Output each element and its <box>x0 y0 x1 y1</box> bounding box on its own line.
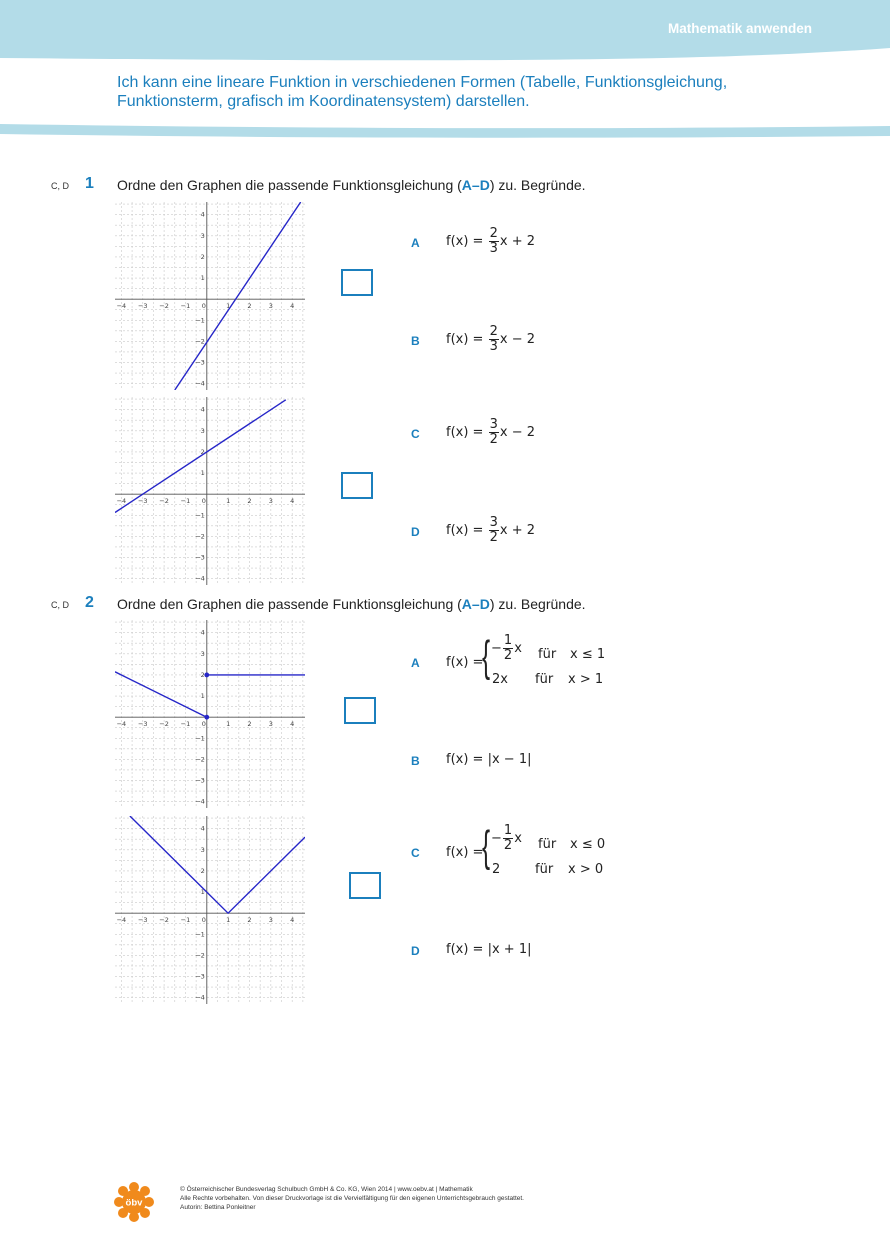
task2-option-a-lhs: f(x) = <box>446 655 484 670</box>
task2-text: Ordne den Graphen die passende Funktionsgleichung (A–D) zu. Begründe. <box>117 596 586 612</box>
y-tick-label: −2 <box>195 337 205 346</box>
y-tick-label: −4 <box>195 379 205 388</box>
y-tick-label: −4 <box>195 993 205 1002</box>
x-tick-label: −1 <box>180 497 191 506</box>
task2-number: 2 <box>85 594 94 611</box>
task1-tag: C, D <box>51 181 69 191</box>
x-tick-label: 3 <box>268 497 273 506</box>
x-tick-label: 0 <box>201 302 206 311</box>
task2-option-c-row1-word: für <box>538 837 557 852</box>
y-tick-label: 4 <box>200 405 205 414</box>
graph-1 <box>115 202 305 390</box>
task2-option-a-row1-cond: x ≤ 1 <box>570 647 606 662</box>
task1-number: 1 <box>85 175 94 192</box>
y-tick-label: 2 <box>200 252 205 261</box>
learning-goal: Ich kann eine lineare Funktion in verschiedenen Formen (Tabelle, Funktionsgleichung, Funktionsterm, grafisch im Koordinatensystem) darstellen. <box>117 74 728 110</box>
logo-text: öbv <box>125 1197 143 1209</box>
task1-option-d-letter: D <box>411 525 420 539</box>
y-tick-label: 3 <box>200 231 205 240</box>
graph-1-line <box>175 202 301 390</box>
footer-line-1: © Österreichischer Bundesverlag Schulbuch GmbH & Co. KG, Wien 2014 | www.oebv.at | Mathematik <box>180 1186 473 1193</box>
y-tick-label: 4 <box>200 628 205 637</box>
task2-option-a-row1: − $\frac{1}{2}$ x <box>491 633 522 663</box>
x-tick-label: 4 <box>290 497 295 506</box>
y-tick-label: −4 <box>195 797 205 806</box>
task2-option-d-equation: f(x) = |x + 1| <box>446 942 532 957</box>
footer <box>180 1185 524 1212</box>
x-tick-label: −3 <box>137 302 148 311</box>
graph-3 <box>115 620 305 808</box>
task1-option-d-equation: f(x) = $\frac{3}{2}$ x + 2 <box>446 515 535 545</box>
y-tick-label: −3 <box>195 553 205 562</box>
graph-2-line <box>115 400 286 513</box>
task1-option-a-letter: A <box>411 236 420 250</box>
x-tick-label: 0 <box>201 497 206 506</box>
x-tick-label: 0 <box>201 916 206 925</box>
x-tick-label: −1 <box>180 720 191 729</box>
task2-option-a-row2: 2x <box>492 672 508 687</box>
brace-icon: { <box>482 632 491 681</box>
task2-option-c-row2-cond: x > 0 <box>568 862 604 877</box>
x-tick-label: 1 <box>226 916 231 925</box>
x-tick-label: 1 <box>226 497 231 506</box>
y-tick-label: 1 <box>200 888 205 897</box>
y-tick-label: −2 <box>195 951 205 960</box>
footer-line-2: Alle Rechte vorbehalten. Von dieser Druckvorlage ist die Vervielfältigung für den eigenen Unterrichtsgebrauch gestattet. <box>180 1195 524 1202</box>
x-tick-label: −2 <box>159 302 169 311</box>
x-tick-label: 1 <box>226 720 231 729</box>
graph-point <box>204 715 209 720</box>
answer-box-graph-1[interactable] <box>341 269 373 296</box>
y-tick-label: 2 <box>200 447 205 456</box>
y-tick-label: 1 <box>200 692 205 701</box>
y-tick-label: 3 <box>200 426 205 435</box>
task2-option-c-row1-cond: x ≤ 0 <box>570 837 606 852</box>
graph-4 <box>115 816 305 1004</box>
answer-box-graph-3[interactable] <box>344 697 376 724</box>
x-tick-label: −3 <box>137 720 148 729</box>
task2-option-b-equation: f(x) = |x − 1| <box>446 752 532 767</box>
task1-text: Ordne den Graphen die passende Funktionsgleichung (A–D) zu. Begründe. <box>117 177 586 193</box>
task1-option-c-equation: f(x) = $\frac{3}{2}$ x − 2 <box>446 417 535 447</box>
task2-option-a-row2-cond: x > 1 <box>568 672 604 687</box>
x-tick-label: 3 <box>268 720 273 729</box>
x-tick-label: 2 <box>247 497 252 506</box>
y-tick-label: 4 <box>200 210 205 219</box>
y-tick-label: −1 <box>195 734 205 743</box>
task2-option-a-row1-word: für <box>538 647 557 662</box>
task2-option-c-row2: 2 <box>492 862 501 877</box>
task2-option-a-row2-word: für <box>535 672 554 687</box>
y-tick-label: 3 <box>200 845 205 854</box>
x-tick-label: 4 <box>290 720 295 729</box>
footer-line-3: Autorin: Bettina Ponleitner <box>180 1204 256 1211</box>
task1-option-a-equation: f(x) = $\frac{2}{3}$ x + 2 <box>446 226 535 256</box>
x-tick-label: 3 <box>268 302 273 311</box>
x-tick-label: −4 <box>116 302 127 311</box>
x-tick-label: 4 <box>290 302 295 311</box>
y-tick-label: 4 <box>200 824 205 833</box>
task2-option-c-row2-word: für <box>535 862 554 877</box>
task2-option-d-letter: D <box>411 944 420 958</box>
answer-box-graph-4[interactable] <box>349 872 381 899</box>
x-tick-label: −4 <box>116 916 127 925</box>
x-tick-label: −2 <box>159 916 169 925</box>
x-tick-label: 4 <box>290 916 295 925</box>
x-tick-label: −2 <box>159 720 169 729</box>
y-tick-label: −1 <box>195 511 205 520</box>
x-tick-label: −1 <box>180 916 191 925</box>
y-tick-label: −3 <box>195 776 205 785</box>
task2-option-a-letter: A <box>411 656 420 670</box>
graph-point <box>204 673 209 678</box>
y-tick-label: −2 <box>195 532 205 541</box>
x-tick-label: −4 <box>116 497 127 506</box>
task1-option-b-equation: f(x) = $\frac{2}{3}$ x − 2 <box>446 324 535 354</box>
task2-option-c-letter: C <box>411 846 420 860</box>
y-tick-label: 1 <box>200 469 205 478</box>
header-title: Mathematik anwenden <box>667 21 812 36</box>
y-tick-label: 3 <box>200 649 205 658</box>
x-tick-label: −1 <box>180 302 191 311</box>
graph-3-left-line <box>115 672 207 717</box>
y-tick-label: −4 <box>195 574 205 583</box>
x-tick-label: 1 <box>226 302 231 311</box>
brace-icon: { <box>482 822 491 871</box>
answer-box-graph-2[interactable] <box>341 472 373 499</box>
x-tick-label: −3 <box>137 916 148 925</box>
y-tick-label: 1 <box>200 274 205 283</box>
y-tick-label: −3 <box>195 358 205 367</box>
x-tick-label: 0 <box>201 720 206 729</box>
y-tick-label: −2 <box>195 755 205 764</box>
task2-option-b-letter: B <box>411 754 420 768</box>
y-tick-label: 2 <box>200 670 205 679</box>
y-tick-label: −3 <box>195 972 205 981</box>
task2-option-c-row1: − $\frac{1}{2}$ x <box>491 823 522 853</box>
y-tick-label: −1 <box>195 316 205 325</box>
x-tick-label: 2 <box>247 720 252 729</box>
x-tick-label: −4 <box>116 720 127 729</box>
x-tick-label: −2 <box>159 497 169 506</box>
x-tick-label: 3 <box>268 916 273 925</box>
x-tick-label: −3 <box>137 497 148 506</box>
task1-option-b-letter: B <box>411 334 420 348</box>
task2-option-c-lhs: f(x) = <box>446 845 484 860</box>
x-tick-label: 2 <box>247 302 252 311</box>
y-tick-label: 2 <box>200 866 205 875</box>
graph-2 <box>115 397 305 585</box>
x-tick-label: 2 <box>247 916 252 925</box>
task1-option-c-letter: C <box>411 427 420 441</box>
oebv-logo <box>114 1182 154 1222</box>
task2-tag: C, D <box>51 600 69 610</box>
y-tick-label: −1 <box>195 930 205 939</box>
